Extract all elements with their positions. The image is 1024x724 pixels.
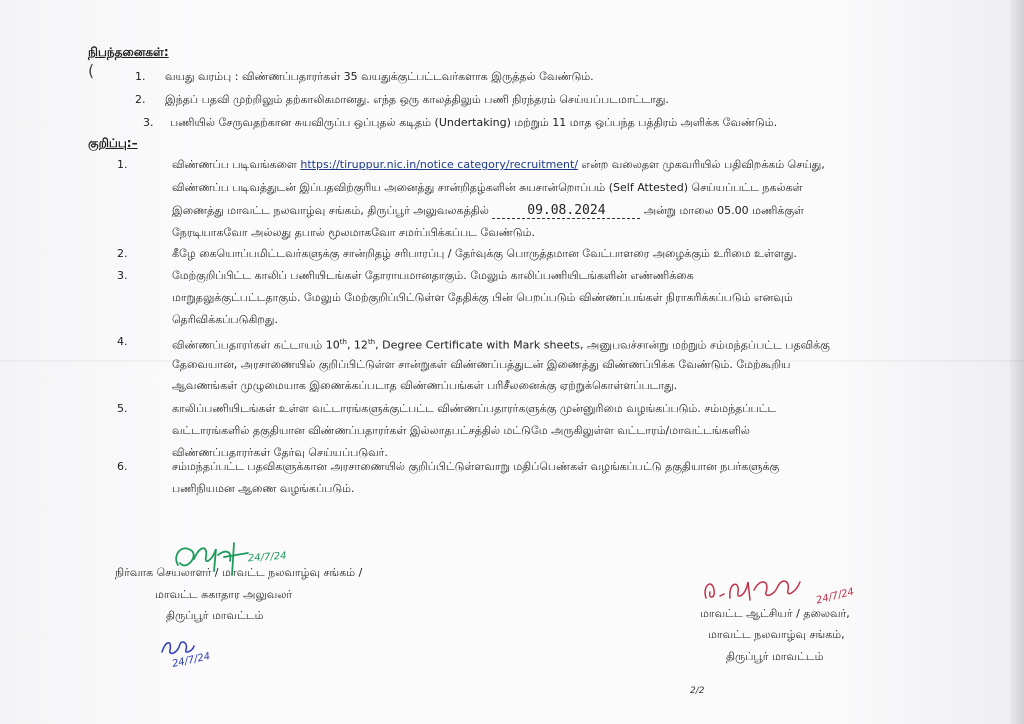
note-1-line-1 <box>172 158 825 172</box>
left-signatory-line-1: நிர்வாக செயலாளர் / மாவட்ட நலவாழ்வு சங்கம் / <box>115 566 363 579</box>
condition-1-text: வயது வரம்பு : விண்ணப்பதாரர்கள் 35 வயதுக்குட்பட்டவர்களாக இருத்தல் வேண்டும். <box>165 70 594 83</box>
note-1-line-4: நேரடியாகவோ அல்லது தபால் மூலமாகவோ சமர்ப்பிக்கப்பட வேண்டும். <box>172 226 535 239</box>
note-6-number: 6. <box>117 460 128 473</box>
note-3-line-2: மாறுதலுக்குட்பட்டதாகும். மேலும் மேற்குறிப்பிட்டுள்ள தேதிக்கு பின் பெறப்படும் விண்ணப்பங்கள் நிராகரிக்கப்படும் எனவும் <box>172 291 793 304</box>
recruitment-link[interactable]: https://tiruppur.nic.in/notice category/recruitment/ <box>300 158 579 171</box>
red-signature-date: 24/7/24 <box>815 586 856 607</box>
condition-2-text: இந்தப் பதவி முற்றிலும் தற்காலிகமானது. எந்த ஒரு காலத்திலும் பணி நிரந்தரம் செய்யப்படமாட்டாது. <box>165 93 669 106</box>
note-1-line-2: விண்ணப்ப படிவத்துடன் இப்பதவிற்குரிய அனைத்து சான்றிதழ்களின் சுயசான்றொப்பம் (Self Attested) செய்யப்பட்ட நகல்கள் <box>172 181 803 194</box>
note-6-line-2: பணிநியமன ஆணை வழங்கப்படும். <box>172 482 355 495</box>
condition-3-number: 3. <box>143 116 154 129</box>
right-signatory-line-1: மாவட்ட ஆட்சியர் / தலைவர், <box>700 607 850 620</box>
margin-bracket: ( <box>88 61 95 80</box>
conditions-heading: நிபந்தனைகள்: <box>88 45 169 59</box>
notes-heading: குறிப்பு:– <box>88 136 138 150</box>
note-5-line-1: காலிப்பணியிடங்கள் உள்ள வட்டாரங்களுக்குட்பட்ட விண்ணப்பதாரர்களுக்கு முன்னுரிமை வழங்கப்படும். சம்மந்தப்பட்ட <box>172 402 777 415</box>
note-1-number: 1. <box>117 158 128 171</box>
superscript-th-2: th <box>367 338 376 346</box>
note-3-line-3: தெரிவிக்கப்படுகிறது. <box>172 313 278 326</box>
blue-initial-date: 24/7/24 <box>171 651 212 670</box>
note-4-number: 4. <box>117 335 128 348</box>
note-4-line-1-c: , Degree Certificate with Mark sheets, அனுபவச்சான்று மற்றும் சம்மந்தப்பட்ட பதவிக்கு <box>375 338 830 352</box>
note-5-line-2: வட்டாரங்களில் தகுதியான விண்ணப்பதாரர்கள் இல்லாதபட்சத்தில் மட்டுமே அருகிலுள்ள வட்டாரம்/மாவட்டங்களில் <box>172 424 750 437</box>
green-signature-date: 24/7/24 <box>247 550 287 565</box>
left-signatory-line-2: மாவட்ட சுகாதார அலுவலர் <box>155 588 293 601</box>
right-signatory-line-2: மாவட்ட நலவாழ்வு சங்கம், <box>708 628 845 641</box>
red-signature <box>700 568 820 610</box>
note-1-text-before-link: விண்ணப்ப படிவங்களை <box>172 158 301 171</box>
condition-2-number: 2. <box>135 93 146 106</box>
page-number-mark: 2/2 <box>690 686 705 696</box>
note-3-line-1: மேற்குறிப்பிட்ட காலிப் பணியிடங்கள் தோராயமானதாகும். மேலும் காலிப்பணியிடங்களின் எண்ணிக்கை <box>172 269 694 282</box>
note-4-line-2: தேவையான, அரசாணையில் குறிப்பிட்டுள்ள சான்றுகள் விண்ணப்பத்துடன் இணைத்து விண்ணப்பிக்க வேண்டும். மேற்கூறிய <box>172 358 791 371</box>
right-signatory-line-3: திருப்பூர் மாவட்டம் <box>726 650 824 663</box>
note-1-line-3-before: இணைத்து மாவட்ட நலவாழ்வு சங்கம், திருப்பூர் அலுவலகத்தில் <box>172 204 493 217</box>
note-1-line-3-after: அன்று மாலை 05.00 மணிக்குள் <box>640 204 804 217</box>
note-3-number: 3. <box>117 269 128 282</box>
note-4-line-1-b: , 12 <box>346 338 368 352</box>
note-6-line-1: சம்மந்தப்பட்ட பதவிகளுக்கான அரசாணையில் குறிப்பிட்டுள்ளவாறு மதிப்பெண்கள் வழங்கப்பட்டு தகுதியான நபர்களுக்கு <box>172 460 780 473</box>
note-1-line-3 <box>172 204 804 219</box>
note-5-number: 5. <box>117 402 128 415</box>
page-edge-shadow <box>1010 0 1024 724</box>
note-4-line-1 <box>172 335 830 353</box>
note-2-line-1: கீழே கையொப்பமிட்டவர்களுக்கு சான்றிதழ் சரிபாரப்பு / தேர்வுக்கு பொருத்தமான வேட்பாளரை அழைக்கும் உரிமை உள்ளது. <box>172 247 797 260</box>
note-4-line-1-a: விண்ணப்பதாரர்கள் கட்டாயம் 10 <box>172 338 340 352</box>
superscript-th-1: th <box>339 338 347 346</box>
note-5-line-3: விண்ணப்பதாரர்கள் தேர்வு செய்யப்படுவர். <box>172 446 388 459</box>
note-2-number: 2. <box>117 247 128 260</box>
handwritten-deadline-date: 09.08.2024 <box>492 204 640 219</box>
condition-3-text: பணியில் சேருவதற்கான சுயவிருப்ப ஒப்புதல் கடிதம் (Undertaking) மற்றும் 11 மாத ஒப்பந்த பத்திரம் அளிக்க வேண்டும். <box>170 116 778 129</box>
condition-1-number: 1. <box>135 70 146 83</box>
note-1-text-after-link: என்ற வலைதள முகவரியில் பதிவிறக்கம் செய்து, <box>578 158 825 171</box>
left-signatory-line-3: திருப்பூர் மாவட்டம் <box>166 609 264 622</box>
note-4-line-3: ஆவணங்கள் முழுமையாக இணைக்கப்படாத விண்ணப்பங்கள் பரிசீலனைக்கு ஏற்றுக்கொள்ளப்படாது. <box>172 379 678 392</box>
